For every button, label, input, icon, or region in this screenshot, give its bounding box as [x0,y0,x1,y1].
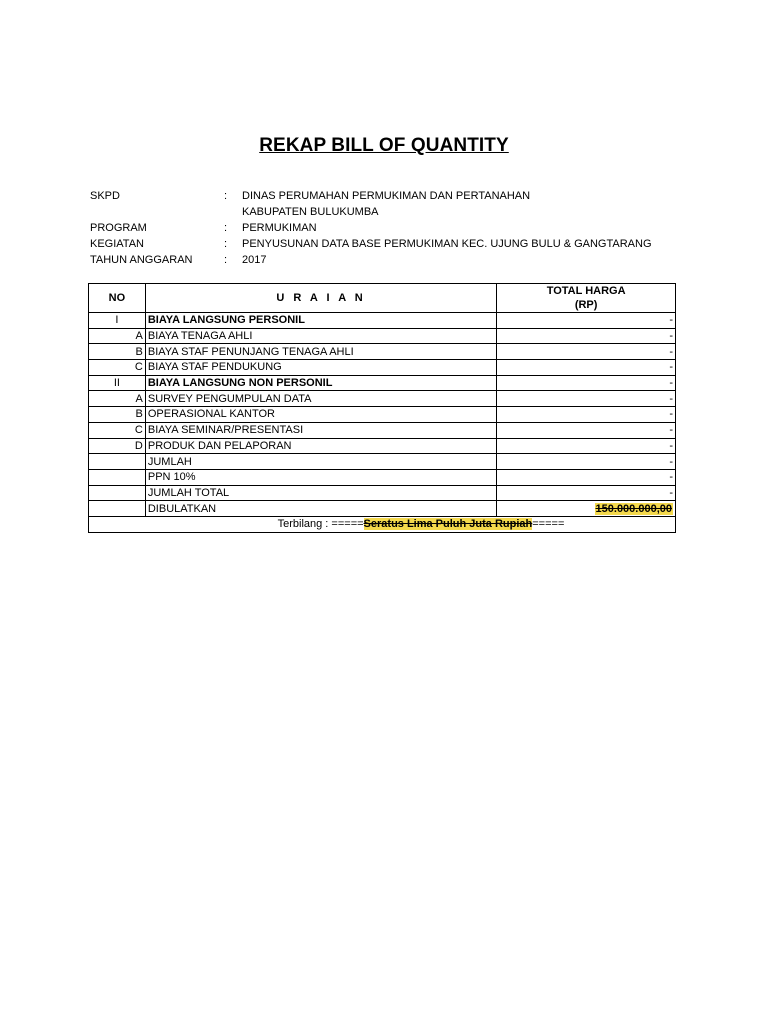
row-uraian: BIAYA STAF PENUNJANG TENAGA AHLI [145,344,496,360]
row-uraian: SURVEY PENGUMPULAN DATA [145,391,496,407]
table-row [89,422,676,438]
row-uraian: PPN 10% [145,469,496,485]
row-uraian: BIAYA TENAGA AHLI [145,328,496,344]
row-uraian: DIBULATKAN [145,501,496,517]
table-row [89,407,676,423]
meta-value: PERMUKIMAN [242,222,317,234]
meta-label: SKPD [90,190,120,202]
table-header-row [89,284,676,313]
meta-colon: : [224,190,228,202]
row-total: - [497,391,676,407]
table-row [89,469,676,485]
terbilang-suffix: ===== [532,518,565,531]
meta-row-tahun-anggaran [90,252,652,268]
meta-row-program [90,220,652,236]
row-total: - [497,328,676,344]
row-uraian: BIAYA LANGSUNG NON PERSONIL [145,375,496,391]
table-row [89,375,676,391]
table-row [89,391,676,407]
row-no [89,454,146,470]
row-total: - [497,454,676,470]
table-row [89,313,676,329]
table-row [89,485,676,501]
row-total: - [497,407,676,423]
dibulatkan-value: 150.000.000,00 [595,502,672,515]
meta-row-skpd [90,188,652,204]
meta-colon: : [224,254,228,266]
header-no: NO [89,284,146,313]
table-row [89,438,676,454]
row-no: C [89,422,146,438]
row-no [89,469,146,485]
row-no: A [89,328,146,344]
table-row [89,328,676,344]
meta-label: PROGRAM [90,222,147,234]
row-total: - [497,438,676,454]
meta-colon: : [224,238,228,250]
row-uraian: BIAYA SEMINAR/PRESENTASI [145,422,496,438]
row-no: I [89,313,146,329]
table-row-terbilang [89,516,676,532]
table-row [89,360,676,376]
document-title: REKAP BILL OF QUANTITY [259,135,509,156]
row-uraian: BIAYA STAF PENDUKUNG [145,360,496,376]
row-no: II [89,375,146,391]
row-total: - [497,360,676,376]
row-uraian: BIAYA LANGSUNG PERSONIL [145,313,496,329]
row-uraian: OPERASIONAL KANTOR [145,407,496,423]
row-no [89,501,146,517]
row-total: - [497,344,676,360]
row-no [89,485,146,501]
row-total [497,501,676,517]
header-total-harga [497,284,676,313]
project-info [90,188,652,268]
row-uraian: JUMLAH TOTAL [145,485,496,501]
meta-row-kegiatan [90,236,652,252]
row-total: - [497,313,676,329]
row-total: - [497,422,676,438]
terbilang-cell [89,516,676,532]
meta-value: 2017 [242,254,267,266]
row-no: B [89,344,146,360]
meta-label: KEGIATAN [90,238,144,250]
meta-colon: : [224,222,228,234]
row-no: C [89,360,146,376]
table-row [89,344,676,360]
row-total: - [497,469,676,485]
row-uraian: JUMLAH [145,454,496,470]
header-uraian: U R A I A N [145,284,496,313]
boq-table [88,283,676,533]
row-no: A [89,391,146,407]
terbilang-prefix: Terbilang : ===== [277,518,364,531]
row-total: - [497,485,676,501]
row-no: B [89,407,146,423]
row-uraian: PRODUK DAN PELAPORAN [145,438,496,454]
header-total-line1: TOTAL HARGA [546,285,626,297]
meta-value: PENYUSUNAN DATA BASE PERMUKIMAN KEC. UJUNG BULU & GANGTARANG [242,238,652,250]
meta-value: KABUPATEN BULUKUMBA [242,206,379,218]
terbilang-words: Seratus Lima Puluh Juta Rupiah [363,518,533,531]
meta-value: DINAS PERUMAHAN PERMUKIMAN DAN PERTANAHAN [242,190,531,202]
meta-label: TAHUN ANGGARAN [90,254,193,266]
table-row [89,454,676,470]
table-row-dibulatkan [89,501,676,517]
header-total-line2: (RP) [574,299,598,311]
row-total: - [497,375,676,391]
row-no: D [89,438,146,454]
meta-row-skpd-cont [90,204,652,220]
